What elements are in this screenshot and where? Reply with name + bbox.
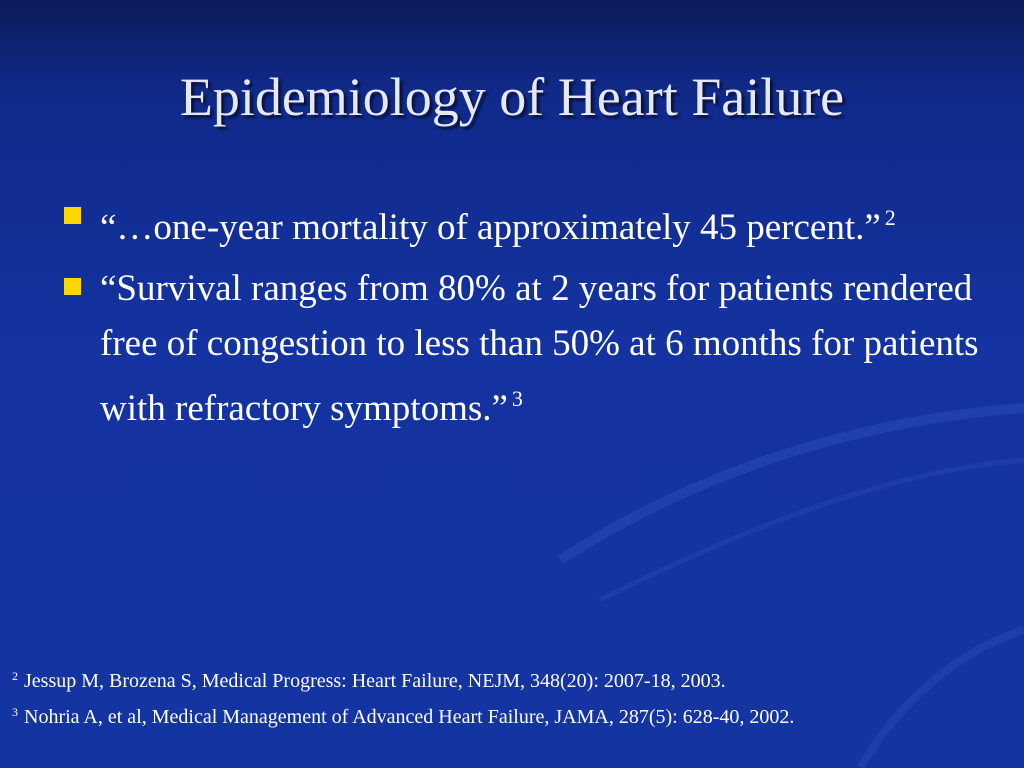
- footnote: [12, 697, 1012, 733]
- bullet-item: [62, 261, 982, 436]
- square-bullet-icon: [64, 207, 81, 224]
- footnote: [12, 661, 1012, 697]
- footnotes: [12, 661, 1012, 733]
- footnote-number: 3: [12, 705, 18, 719]
- bullet-text: “Survival ranges from 80% at 2 years for patients rendered free of congestion to less than 50% at 6 months for patients with refractory symptoms.”: [100, 268, 979, 429]
- footnote-text: Jessup M, Brozena S, Medical Progress: Heart Failure, NEJM, 348(20): 2007-18, 2003.: [24, 670, 726, 692]
- reference-superscript: 3: [511, 386, 523, 411]
- footnote-number: 2: [12, 669, 18, 683]
- slide-title: Epidemiology of Heart Failure: [179, 67, 845, 127]
- square-bullet-icon: [64, 278, 81, 295]
- reference-superscript: 2: [884, 205, 896, 230]
- bullet-list: [62, 190, 982, 442]
- bullet-text: “…one-year mortality of approximately 45 percent.”: [100, 207, 881, 248]
- bullet-item: [62, 190, 982, 255]
- footnote-text: Nohria A, et al, Medical Management of Advanced Heart Failure, JAMA, 287(5): 628-40, 2002.: [24, 706, 795, 728]
